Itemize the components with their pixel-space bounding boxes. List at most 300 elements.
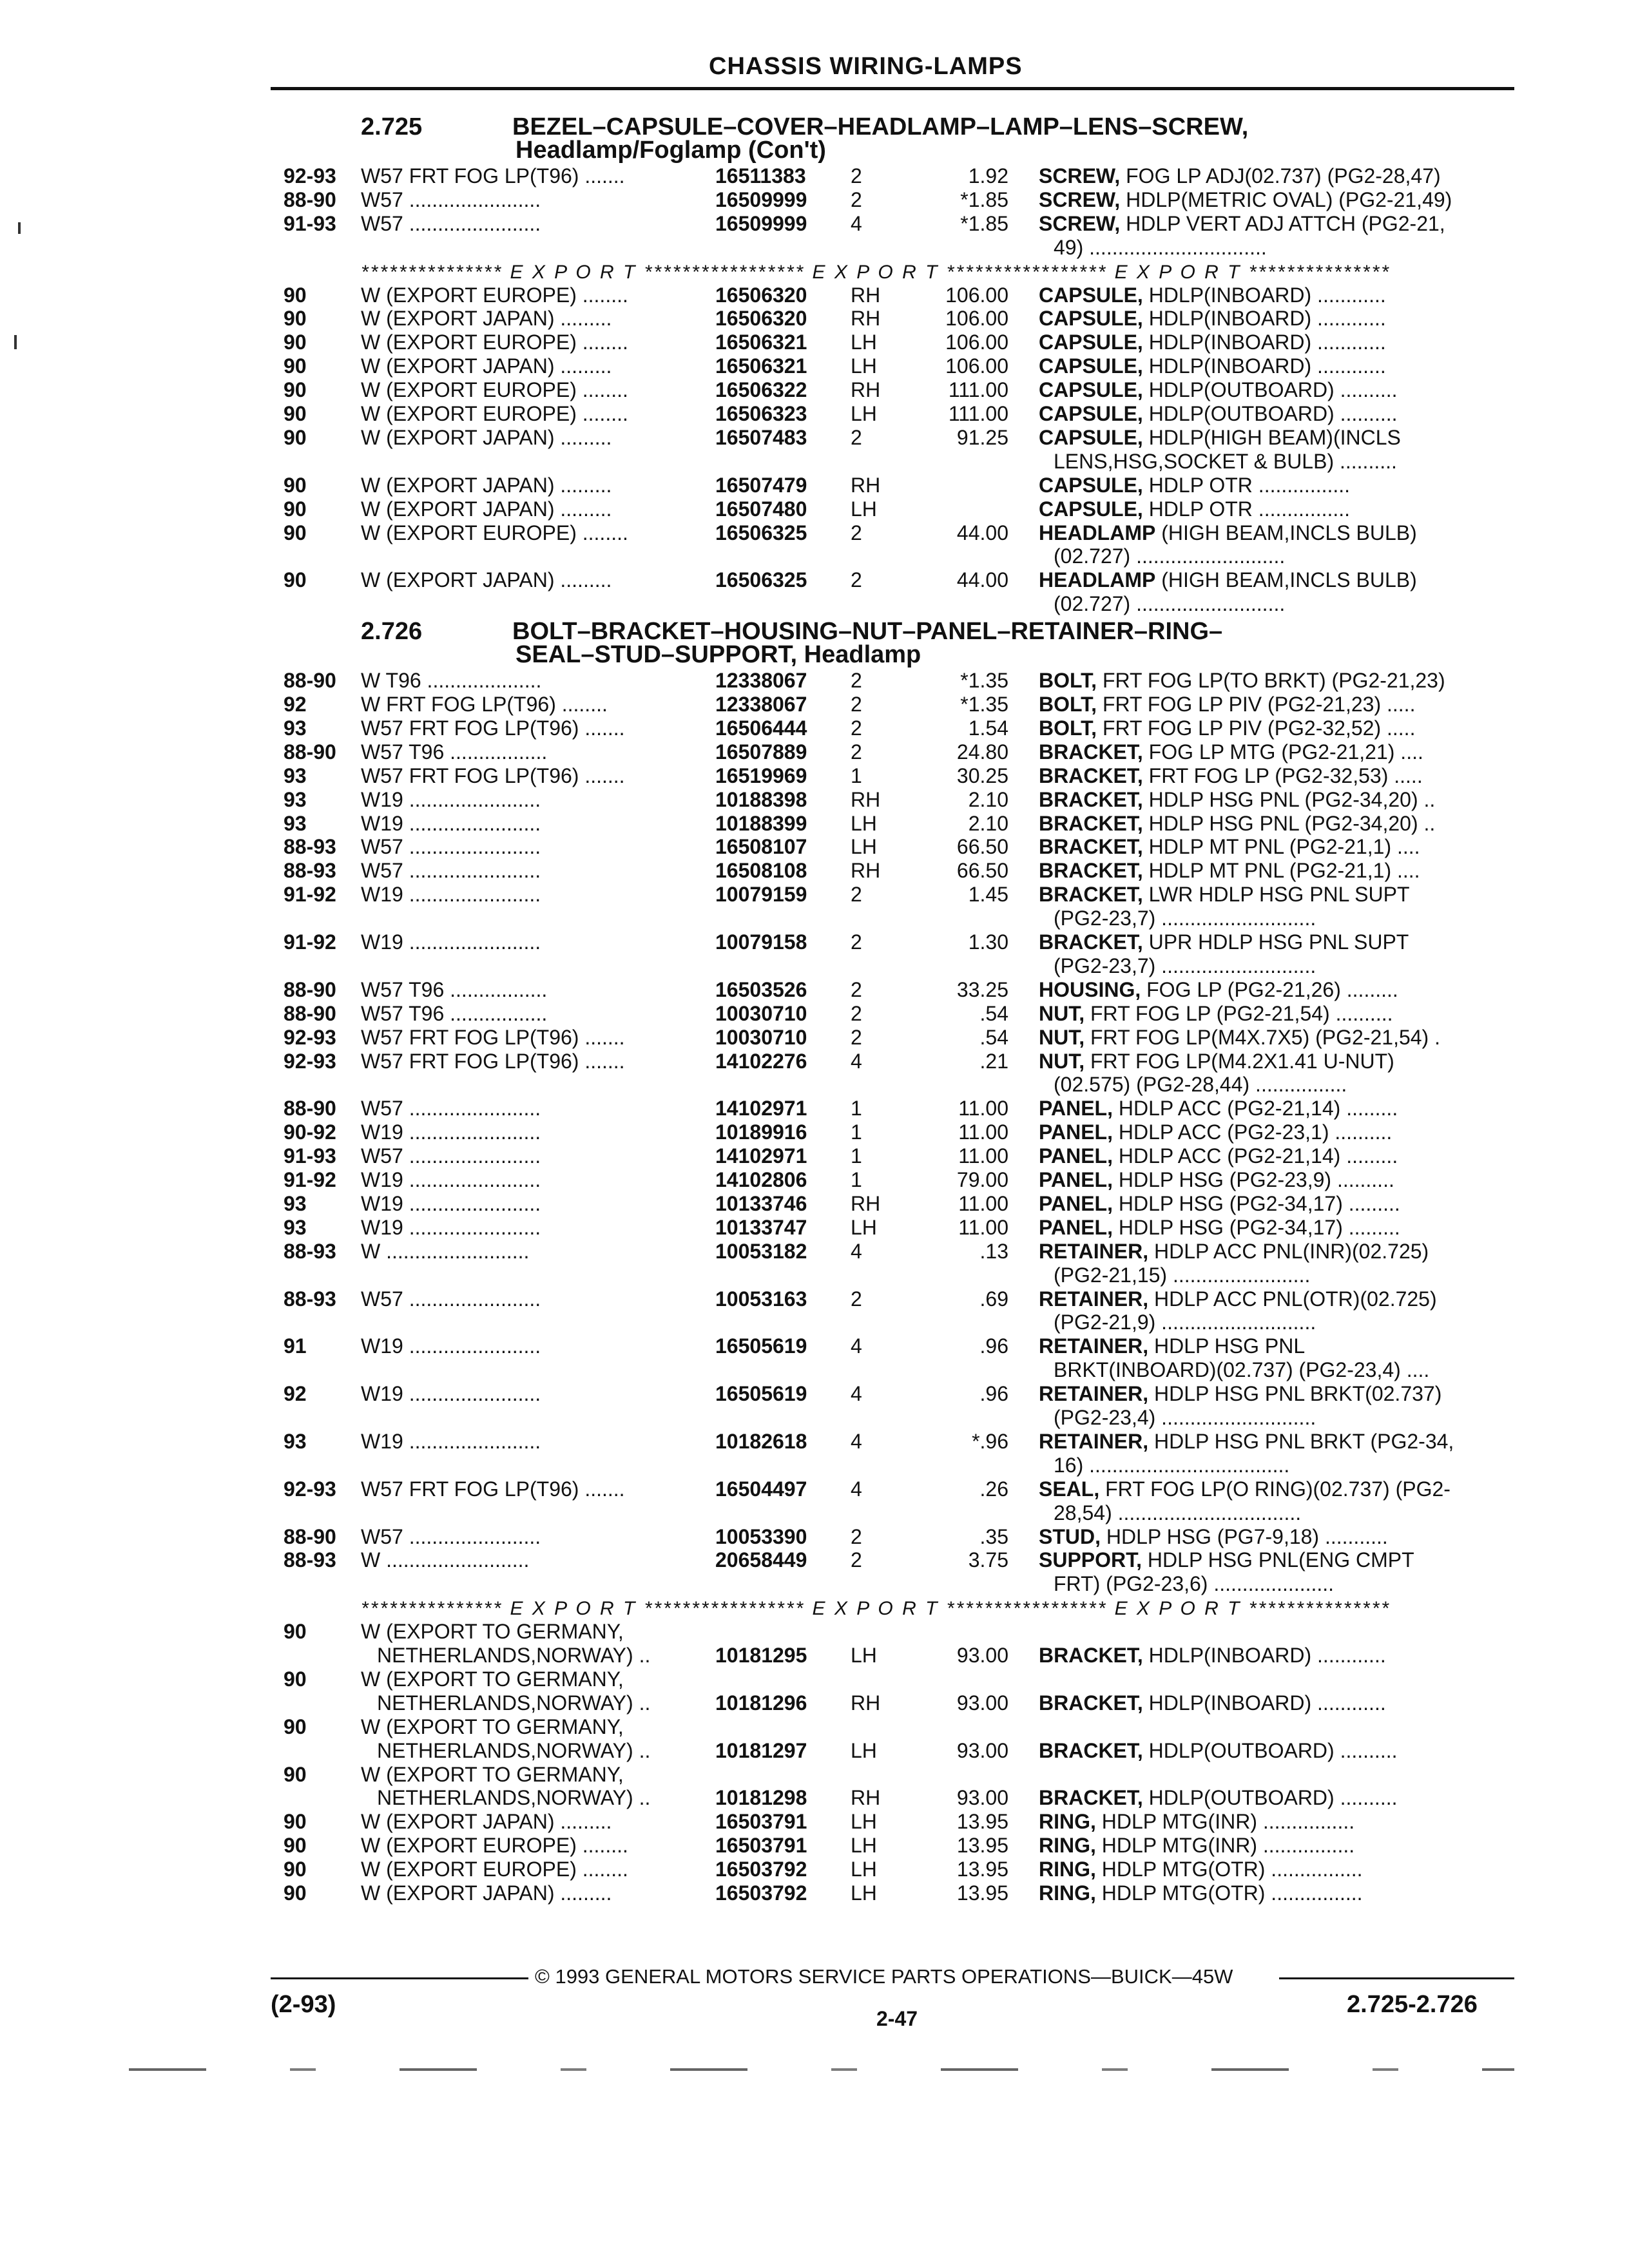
part-name: HEADLAMP — [1039, 521, 1156, 544]
description — [1039, 1811, 1354, 1832]
description — [1039, 741, 1423, 763]
model-years: 90 — [284, 1762, 307, 1786]
part-detail: FRT FOG LP(M4.2X1.41 U-NUT) — [1084, 1049, 1394, 1073]
quantity: LH — [851, 1644, 877, 1667]
application: W57 ....................... — [361, 1287, 541, 1311]
description — [1039, 1169, 1394, 1191]
price: *1.85 — [960, 211, 1008, 235]
part-detail: HDLP ACC (PG2-21,14) ......... — [1112, 1144, 1398, 1168]
part-number: 10188398 — [715, 787, 807, 811]
part-name: BRACKET, — [1039, 740, 1143, 764]
quantity: 2 — [851, 1287, 862, 1311]
part-detail: HDLP ACC PNL(OTR)(02.725) — [1148, 1287, 1437, 1311]
model-years: 90 — [284, 378, 307, 402]
description — [1039, 1526, 1388, 1548]
quantity: 4 — [851, 1334, 862, 1358]
model-years: 90 — [284, 1715, 307, 1738]
scan-margin-mark — [18, 222, 21, 234]
description-continued: (02.575) (PG2-28,44) ................ — [1054, 1073, 1347, 1097]
part-name: CAPSULE, — [1039, 497, 1143, 521]
part-name: BRACKET, — [1039, 1691, 1143, 1715]
model-years: 88-93 — [284, 1239, 336, 1263]
part-name: NUT, — [1039, 1025, 1085, 1049]
description — [1039, 569, 1417, 591]
part-name: RETAINER, — [1039, 1287, 1149, 1311]
part-name: CAPSULE, — [1039, 402, 1143, 425]
description — [1039, 1288, 1437, 1310]
part-number: 16505619 — [715, 1382, 807, 1406]
application-continued: NETHERLANDS,NORWAY) .. — [377, 1691, 651, 1715]
part-number: 14102806 — [715, 1168, 807, 1191]
model-years: 88-90 — [284, 1001, 336, 1025]
quantity: RH — [851, 378, 881, 402]
quantity: LH — [851, 1858, 877, 1881]
price: .96 — [979, 1382, 1008, 1406]
price: 2.10 — [968, 787, 1008, 811]
description — [1039, 379, 1398, 401]
part-number: 16506321 — [715, 331, 807, 354]
model-years: 88-90 — [284, 669, 336, 693]
part-detail: HDLP ACC (PG2-21,14) ......... — [1112, 1097, 1398, 1120]
price: 2.10 — [968, 811, 1008, 835]
part-detail: (HIGH BEAM,INCLS BULB) — [1155, 521, 1417, 544]
quantity: 2 — [851, 521, 862, 544]
model-years: 90 — [284, 497, 307, 521]
part-detail: HDLP(INBOARD) ............ — [1142, 331, 1386, 354]
description — [1039, 812, 1435, 834]
application: W57 FRT FOG LP(T96) ....... — [361, 716, 625, 740]
quantity: 2 — [851, 693, 862, 716]
part-name: PANEL, — [1039, 1191, 1113, 1215]
model-years: 90 — [284, 1834, 307, 1858]
part-detail: FRT FOG LP(O RING)(02.737) (PG2- — [1099, 1477, 1451, 1501]
description — [1039, 1097, 1398, 1119]
quantity: 2 — [851, 1548, 862, 1572]
description-continued: (02.727) .......................... — [1054, 544, 1286, 568]
part-number: 10053390 — [715, 1524, 807, 1548]
description — [1039, 1858, 1363, 1880]
model-years: 90 — [284, 568, 307, 592]
group-number: 2.725 — [361, 113, 423, 140]
model-years: 90 — [284, 1620, 307, 1644]
description — [1039, 717, 1415, 739]
model-years: 91-93 — [284, 1144, 336, 1168]
part-number: 16506320 — [715, 283, 807, 307]
part-number: 10181297 — [715, 1738, 807, 1762]
description-continued: LENS,HSG,SOCKET & BULB) .......... — [1054, 449, 1397, 473]
part-number: 16506320 — [715, 307, 807, 331]
model-years: 91-92 — [284, 930, 336, 954]
part-name: NUT, — [1039, 1001, 1085, 1025]
part-number: 16509999 — [715, 187, 807, 211]
part-detail: HDLP MTG(OTR) ................ — [1095, 1881, 1363, 1905]
group-title-line1: BOLT–BRACKET–HOUSING–NUT–PANEL–RETAINER–RING– — [512, 618, 1223, 646]
header-rule — [271, 87, 1514, 90]
description — [1039, 860, 1420, 881]
application: W19 ....................... — [361, 1120, 541, 1144]
price: 13.95 — [956, 1881, 1008, 1905]
part-name: CAPSULE, — [1039, 425, 1143, 449]
price: 30.25 — [956, 764, 1008, 787]
group-title-line2: Headlamp/Foglamp (Con't) — [516, 137, 826, 164]
price: 1.92 — [968, 164, 1008, 187]
part-detail: FOG LP ADJ(02.737) (PG2-28,47) — [1120, 164, 1441, 187]
price: .13 — [979, 1239, 1008, 1263]
quantity: 4 — [851, 1239, 862, 1263]
part-detail: HDLP HSG PNL (PG2-34,20) .. — [1142, 811, 1436, 835]
model-years: 92 — [284, 693, 307, 716]
part-number: 16503526 — [715, 977, 807, 1001]
description — [1039, 522, 1417, 544]
part-detail: HDLP(HIGH BEAM)(INCLS — [1142, 425, 1401, 449]
quantity: 2 — [851, 425, 862, 449]
price: 11.00 — [958, 1097, 1008, 1120]
part-number: 10182618 — [715, 1429, 807, 1453]
part-name: RING, — [1039, 1834, 1096, 1858]
price: 66.50 — [956, 835, 1008, 859]
model-years: 92-93 — [284, 164, 336, 187]
quantity: 2 — [851, 930, 862, 954]
model-years: 90 — [284, 473, 307, 497]
part-detail: HDLP ACC PNL(INR)(02.725) — [1148, 1239, 1429, 1263]
description-continued: (PG2-21,15) ........................ — [1054, 1263, 1311, 1287]
part-name: RETAINER, — [1039, 1429, 1149, 1453]
footer-page-number: 2-47 — [876, 2007, 918, 2030]
description-continued: FRT) (PG2-23,6) ..................... — [1054, 1572, 1335, 1596]
part-detail: HDLP ACC (PG2-23,1) .......... — [1112, 1120, 1393, 1144]
part-detail: LWR HDLP HSG PNL SUPT — [1142, 883, 1410, 907]
part-detail: HDLP(INBOARD) ............ — [1142, 354, 1386, 378]
model-years: 90 — [284, 1810, 307, 1834]
quantity: 2 — [851, 1025, 862, 1049]
description — [1039, 165, 1441, 187]
quantity: 1 — [851, 1168, 862, 1191]
part-name: RETAINER, — [1039, 1382, 1149, 1406]
part-number: 14102971 — [715, 1097, 807, 1120]
price: 106.00 — [945, 354, 1008, 378]
part-detail: HDLP MTG(INR) ................ — [1095, 1834, 1355, 1858]
model-years: 90 — [284, 1667, 307, 1691]
description — [1039, 836, 1420, 858]
application: W57 ....................... — [361, 211, 541, 235]
part-name: BRACKET, — [1039, 811, 1143, 835]
part-detail: HDLP OTR ................ — [1142, 473, 1351, 497]
model-years: 88-90 — [284, 187, 336, 211]
description — [1039, 1240, 1429, 1262]
application: W57 FRT FOG LP(T96) ....... — [361, 164, 625, 187]
description — [1039, 307, 1386, 329]
part-number: 10181296 — [715, 1691, 807, 1715]
quantity: 2 — [851, 1001, 862, 1025]
quantity: RH — [851, 1691, 881, 1715]
application: W19 ....................... — [361, 1334, 541, 1358]
footer-rule-left — [271, 1977, 528, 1979]
application: W57 ....................... — [361, 1144, 541, 1168]
part-name: CAPSULE, — [1039, 378, 1143, 402]
part-detail: HDLP MT PNL (PG2-21,1) .... — [1142, 835, 1420, 859]
part-number: 16511383 — [715, 164, 806, 187]
application: W57 FRT FOG LP(T96) ....... — [361, 1025, 625, 1049]
quantity: RH — [851, 1786, 881, 1810]
part-detail: HDLP(INBOARD) ............ — [1142, 283, 1386, 307]
description — [1039, 1003, 1393, 1024]
description — [1039, 474, 1350, 496]
part-number: 10133746 — [715, 1191, 807, 1215]
price: 111.00 — [948, 402, 1008, 425]
part-number: 16506444 — [715, 716, 807, 740]
part-number: 20658449 — [715, 1548, 807, 1572]
application: W19 ....................... — [361, 787, 541, 811]
part-number: 10030710 — [715, 1025, 807, 1049]
description — [1039, 1193, 1400, 1215]
price: .96 — [979, 1334, 1008, 1358]
price: .26 — [979, 1477, 1008, 1501]
model-years: 88-93 — [284, 859, 336, 883]
part-number: 16507480 — [715, 497, 807, 521]
part-detail: FRT FOG LP PIV (PG2-32,52) ..... — [1097, 716, 1416, 740]
description-continued: 49) ............................... — [1054, 235, 1267, 259]
part-name: BRACKET, — [1039, 1644, 1143, 1667]
quantity: LH — [851, 354, 877, 378]
description — [1039, 403, 1398, 425]
description — [1039, 669, 1445, 691]
quantity: 1 — [851, 1120, 862, 1144]
quantity: 2 — [851, 669, 862, 693]
model-years: 90 — [284, 283, 307, 307]
price: 13.95 — [956, 1858, 1008, 1881]
quantity: RH — [851, 1191, 881, 1215]
quantity: 1 — [851, 1144, 862, 1168]
model-years: 88-93 — [284, 1287, 336, 1311]
quantity: 2 — [851, 187, 862, 211]
quantity: 1 — [851, 1097, 862, 1120]
model-years: 92-93 — [284, 1025, 336, 1049]
price: 91.25 — [956, 425, 1008, 449]
description-continued: (PG2-23,7) ........................... — [1054, 907, 1316, 930]
price: *1.35 — [960, 669, 1008, 693]
application: W (EXPORT EUROPE) ........ — [361, 1834, 628, 1858]
application: W (EXPORT TO GERMANY, — [361, 1715, 624, 1738]
application: W57 FRT FOG LP(T96) ....... — [361, 764, 625, 787]
description — [1039, 1882, 1363, 1904]
part-number: 16506325 — [715, 521, 807, 544]
part-name: PANEL, — [1039, 1215, 1113, 1239]
part-name: SCREW, — [1039, 187, 1121, 211]
price: 33.25 — [956, 977, 1008, 1001]
part-name: SEAL, — [1039, 1477, 1100, 1501]
application: W ......................... — [361, 1239, 530, 1263]
part-name: BOLT, — [1039, 716, 1097, 740]
price: .35 — [979, 1524, 1008, 1548]
part-name: HEADLAMP — [1039, 568, 1156, 592]
quantity: LH — [851, 1810, 877, 1834]
part-number: 14102971 — [715, 1144, 807, 1168]
quantity: 4 — [851, 1049, 862, 1073]
part-detail: FRT FOG LP (PG2-32,53) ..... — [1142, 764, 1423, 787]
application: W (EXPORT EUROPE) ........ — [361, 1858, 628, 1881]
price: *1.35 — [960, 693, 1008, 716]
application: W19 ....................... — [361, 1191, 541, 1215]
price: 93.00 — [956, 1691, 1008, 1715]
description-continued: BRKT(INBOARD)(02.737) (PG2-23,4) .... — [1054, 1358, 1430, 1382]
price: 11.00 — [958, 1215, 1008, 1239]
model-years: 91-93 — [284, 211, 336, 235]
price: 1.30 — [968, 930, 1008, 954]
application-continued: NETHERLANDS,NORWAY) .. — [377, 1786, 651, 1810]
part-number: 16506323 — [715, 402, 807, 425]
part-detail: HDLP HSG (PG2-23,9) .......... — [1112, 1168, 1394, 1191]
application: W57 ....................... — [361, 835, 541, 859]
model-years: 93 — [284, 716, 307, 740]
part-detail: HDLP HSG PNL (PG2-34,20) .. — [1142, 787, 1436, 811]
description — [1039, 931, 1409, 953]
part-name: BRACKET, — [1039, 787, 1143, 811]
application: W57 FRT FOG LP(T96) ....... — [361, 1049, 625, 1073]
part-detail: HDLP(OUTBOARD) .......... — [1142, 378, 1398, 402]
application: W57 ....................... — [361, 859, 541, 883]
price: 93.00 — [956, 1786, 1008, 1810]
price: 3.75 — [968, 1548, 1008, 1572]
part-number: 10079159 — [715, 883, 807, 907]
price: *1.85 — [960, 187, 1008, 211]
part-detail: HDLP HSG PNL BRKT (PG2-34, — [1148, 1429, 1454, 1453]
part-number: 16504497 — [715, 1477, 807, 1501]
model-years: 91 — [284, 1334, 307, 1358]
quantity: 1 — [851, 764, 862, 787]
part-detail: HDLP(INBOARD) ............ — [1142, 1644, 1386, 1667]
part-detail: HDLP MT PNL (PG2-21,1) .... — [1142, 859, 1420, 883]
price: 44.00 — [956, 521, 1008, 544]
description — [1039, 765, 1423, 787]
part-number: 16508107 — [715, 835, 807, 859]
description-continued: 16) ................................... — [1054, 1453, 1290, 1477]
model-years: 90 — [284, 1881, 307, 1905]
price: 93.00 — [956, 1738, 1008, 1762]
application: W19 ....................... — [361, 1168, 541, 1191]
price: 106.00 — [945, 307, 1008, 331]
description — [1039, 284, 1386, 306]
model-years: 90 — [284, 331, 307, 354]
application: W (EXPORT JAPAN) ......... — [361, 425, 612, 449]
model-years: 92 — [284, 1382, 307, 1406]
part-detail: HDLP HSG (PG2-34,17) ......... — [1112, 1191, 1400, 1215]
part-detail: HDLP HSG PNL — [1148, 1334, 1306, 1358]
model-years: 92-93 — [284, 1477, 336, 1501]
application: W19 ....................... — [361, 811, 541, 835]
application: W FRT FOG LP(T96) ........ — [361, 693, 608, 716]
quantity: RH — [851, 473, 881, 497]
part-number: 16503792 — [715, 1881, 807, 1905]
description — [1039, 1050, 1394, 1072]
description — [1039, 427, 1401, 448]
part-number: 10133747 — [715, 1215, 807, 1239]
part-number: 16507889 — [715, 740, 807, 764]
part-name: BOLT, — [1039, 669, 1097, 693]
model-years: 88-93 — [284, 1548, 336, 1572]
export-separator: *************** E X P O R T ***************** E X P O R T ***************** E X P O R T *************** — [361, 1598, 1391, 1620]
price: 11.00 — [958, 1191, 1008, 1215]
part-name: RETAINER, — [1039, 1334, 1149, 1358]
description — [1039, 331, 1386, 353]
description — [1039, 1549, 1414, 1571]
part-name: STUD, — [1039, 1524, 1101, 1548]
description — [1039, 1787, 1397, 1809]
application: W (EXPORT TO GERMANY, — [361, 1620, 624, 1644]
application: W57 ....................... — [361, 1097, 541, 1120]
part-name: BRACKET, — [1039, 835, 1143, 859]
price: 93.00 — [956, 1644, 1008, 1667]
part-detail: UPR HDLP HSG PNL SUPT — [1142, 930, 1409, 954]
quantity: 2 — [851, 1524, 862, 1548]
group-title-line1: BEZEL–CAPSULE–COVER–HEADLAMP–LAMP–LENS–SCREW, — [512, 113, 1249, 140]
application: W57 T96 ................. — [361, 977, 548, 1001]
application: W (EXPORT JAPAN) ......... — [361, 1810, 612, 1834]
model-years: 93 — [284, 1215, 307, 1239]
quantity: 4 — [851, 1477, 862, 1501]
part-number: 16503792 — [715, 1858, 807, 1881]
part-name: PANEL, — [1039, 1120, 1113, 1144]
quantity: LH — [851, 402, 877, 425]
footer-copyright: © 1993 GENERAL MOTORS SERVICE PARTS OPERATIONS—BUICK—45W — [535, 1965, 1233, 1988]
model-years: 88-90 — [284, 1524, 336, 1548]
part-name: SCREW, — [1039, 164, 1121, 187]
application-continued: NETHERLANDS,NORWAY) .. — [377, 1738, 651, 1762]
part-number: 10189916 — [715, 1120, 807, 1144]
price: 66.50 — [956, 859, 1008, 883]
part-number: 16506321 — [715, 354, 807, 378]
part-name: SCREW, — [1039, 211, 1121, 235]
part-number: 16506322 — [715, 378, 807, 402]
price: 111.00 — [948, 378, 1008, 402]
application: W19 ....................... — [361, 1215, 541, 1239]
model-years: 90 — [284, 425, 307, 449]
model-years: 88-93 — [284, 835, 336, 859]
description — [1039, 498, 1350, 520]
quantity: 2 — [851, 716, 862, 740]
part-number: 14102276 — [715, 1049, 807, 1073]
quantity: RH — [851, 859, 881, 883]
part-name: RING, — [1039, 1810, 1096, 1834]
application: W (EXPORT EUROPE) ........ — [361, 283, 628, 307]
description — [1039, 883, 1410, 905]
part-detail: HDLP HSG (PG2-34,17) ......... — [1112, 1215, 1400, 1239]
application: W (EXPORT JAPAN) ......... — [361, 1881, 612, 1905]
part-number: 16506325 — [715, 568, 807, 592]
model-years: 88-90 — [284, 977, 336, 1001]
part-name: BRACKET, — [1039, 883, 1143, 907]
description — [1039, 693, 1415, 715]
application: W (EXPORT JAPAN) ......... — [361, 497, 612, 521]
price: 11.00 — [958, 1144, 1008, 1168]
part-name: CAPSULE, — [1039, 473, 1143, 497]
part-name: HOUSING, — [1039, 977, 1141, 1001]
part-name: BRACKET, — [1039, 859, 1143, 883]
description-continued: (PG2-23,7) ........................... — [1054, 954, 1316, 977]
description — [1039, 189, 1452, 211]
model-years: 90 — [284, 354, 307, 378]
model-years: 90 — [284, 307, 307, 331]
description — [1039, 1644, 1386, 1666]
part-name: PANEL, — [1039, 1144, 1113, 1168]
part-number: 12338067 — [715, 669, 807, 693]
application-continued: NETHERLANDS,NORWAY) .. — [377, 1644, 651, 1667]
quantity: 4 — [851, 1429, 862, 1453]
part-detail: HDLP HSG PNL(ENG CMPT — [1142, 1548, 1414, 1572]
part-number: 10053182 — [715, 1239, 807, 1263]
part-name: CAPSULE, — [1039, 283, 1143, 307]
part-name: RING, — [1039, 1881, 1096, 1905]
part-name: PANEL, — [1039, 1168, 1113, 1191]
